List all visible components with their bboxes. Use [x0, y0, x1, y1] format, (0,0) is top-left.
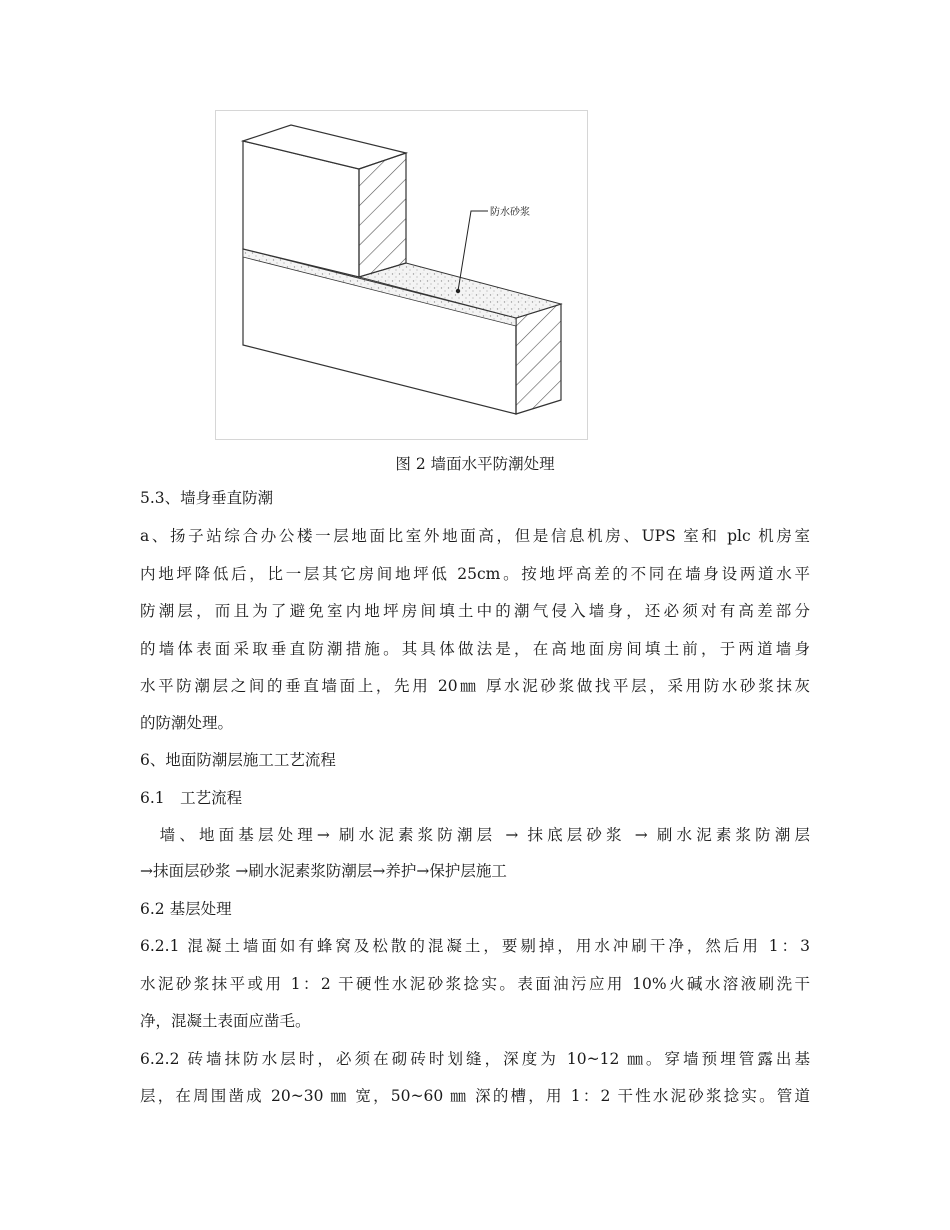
paragraph-line: 层，在周围凿成 20~30 ㎜ 宽，50~60 ㎜ 深的槽，用 1：2 干性水泥砂浆捻实。管道: [140, 1087, 810, 1105]
label-leader-dot: [456, 289, 460, 293]
section-heading-6-1: 6.1 工艺流程: [140, 789, 243, 807]
paragraph-line: a、扬子站综合办公楼一层地面比室外地面高，但是信息机房、UPS 室和 plc 机房室: [140, 527, 810, 545]
paragraph-line: 水泥砂浆抹平或用 1：2 干硬性水泥砂浆捻实。表面油污应用 10%火碱水溶液刷洗干: [140, 975, 810, 993]
paragraph-line: 内地坪降低后，比一层其它房间地坪低 25cm。按地坪高差的不同在墙身设两道水平: [140, 565, 810, 583]
lower-wall-end: [516, 304, 561, 414]
section-heading-5-3: 5.3、墙身垂直防潮: [140, 489, 274, 507]
section-heading-6: 6、地面防潮层施工工艺流程: [140, 751, 336, 769]
paragraph-line: 6.2.1 混凝土墙面如有蜂窝及松散的混凝土，要剔掉，用水冲刷干净，然后用 1：3: [140, 937, 810, 955]
process-flow-line: 墙、地面基层处理→ 刷水泥素浆防潮层 → 抹底层砂浆 → 刷水泥素浆防潮层: [140, 826, 810, 844]
wall-section-drawing: [216, 111, 587, 439]
paragraph-line: 6.2.2 砖墙抹防水层时，必须在砌砖时划缝，深度为 10~12 ㎜。穿墙预埋管露出基: [140, 1050, 810, 1068]
waterproof-mortar-label: 防水砂浆: [490, 207, 530, 218]
upper-wall-end: [359, 153, 406, 277]
process-flow-line: →抹面层砂浆 →刷水泥素浆防潮层→养护→保护层施工: [140, 862, 507, 880]
paragraph-line: 防潮层，而且为了避免室内地坪房间填土中的潮气侵入墙身，还必须对有高差部分: [140, 602, 810, 620]
paragraph-line: 水平防潮层之间的垂直墙面上，先用 20㎜ 厚水泥砂浆做找平层，采用防水砂浆抹灰: [140, 677, 810, 695]
paragraph-line: 净，混凝土表面应凿毛。: [140, 1012, 311, 1030]
paragraph-line: 的墙体表面采取垂直防潮措施。其具体做法是，在高地面房间填土前，于两道墙身: [140, 640, 810, 658]
section-heading-6-2: 6.2 基层处理: [140, 900, 232, 918]
figure-caption: 图 2 墙面水平防潮处理: [395, 455, 555, 473]
paragraph-line: 的防潮处理。: [140, 714, 234, 732]
wall-moisture-diagram: [215, 110, 588, 440]
